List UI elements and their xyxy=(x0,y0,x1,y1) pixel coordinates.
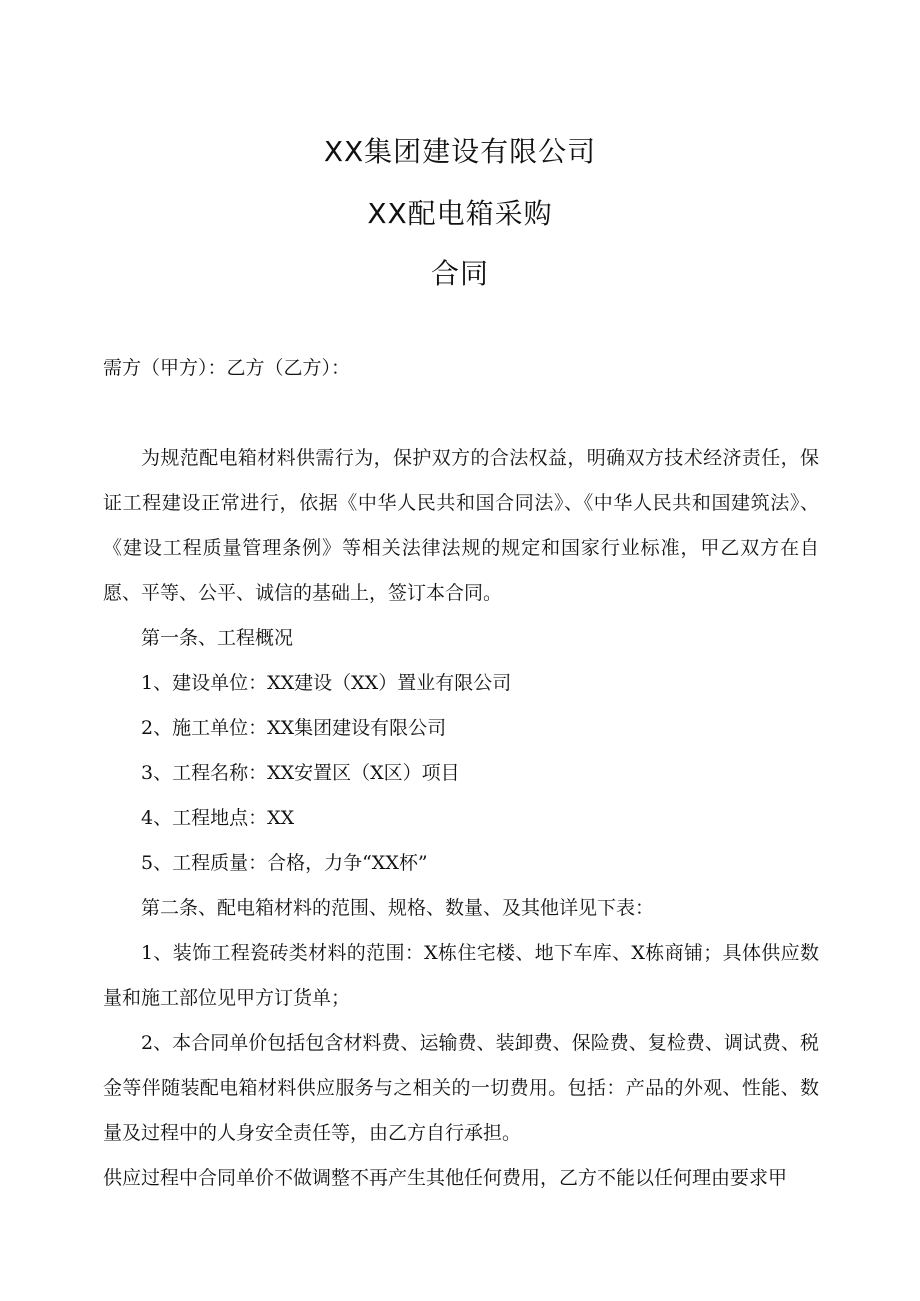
project-item-contractor: 2、施工单位：XX集团建设有限公司 xyxy=(141,717,447,739)
project-item-owner: 1、建设单位：XX建设（XX）置业有限公司 xyxy=(141,672,512,694)
document-subtitle: 合同 xyxy=(430,257,489,290)
project-item-location: 4、工程地点：XX xyxy=(141,807,295,829)
article-1-heading: 第一条、工程概况 xyxy=(141,627,294,649)
company-title: XX集团建设有限公司 xyxy=(323,135,597,168)
contract-body xyxy=(103,436,819,1201)
price-adjustment-paragraph: 供应过程中合同单价不做调整不再产生其他任何费用，乙方不能以任何理由要求甲 xyxy=(103,1167,788,1189)
document-title: XX配电箱采购 xyxy=(367,197,553,230)
price-paragraph: 2、本合同单价包括包含材料费、运输费、装卸费、保险费、复检费、调试费、税金等伴随装配电箱材料供应服务与之相关的一切费用。包括：产品的外观、性能、数量及过程中的人身安全责任等，由乙方自行承担。 xyxy=(103,1032,819,1144)
intro-paragraph: 为规范配电箱材料供需行为，保护双方的合法权益，明确双方技术经济责任，保证工程建设正常进行，依据《中华人民共和国合同法》、《中华人民共和国建筑法》、《建设工程质量管理条例》等相关法律法规的规定和国家行业标准，甲乙双方在自愿、平等、公平、诚信的基础上，签订本合同。 xyxy=(103,447,819,604)
contract-parties: 需方（甲方）：乙方（乙方）： xyxy=(103,357,351,379)
article-2-heading: 第二条、配电箱材料的范围、规格、数量、及其他详见下表： xyxy=(141,897,655,919)
scope-paragraph: 1、装饰工程瓷砖类材料的范围：X栋住宅楼、地下车库、X栋商铺；具体供应数量和施工部位见甲方订货单； xyxy=(103,942,819,1009)
project-item-quality: 5、工程质量：合格，力争“XX杯” xyxy=(141,852,428,874)
project-item-name: 3、工程名称：XX安置区（X区）项目 xyxy=(141,762,460,784)
